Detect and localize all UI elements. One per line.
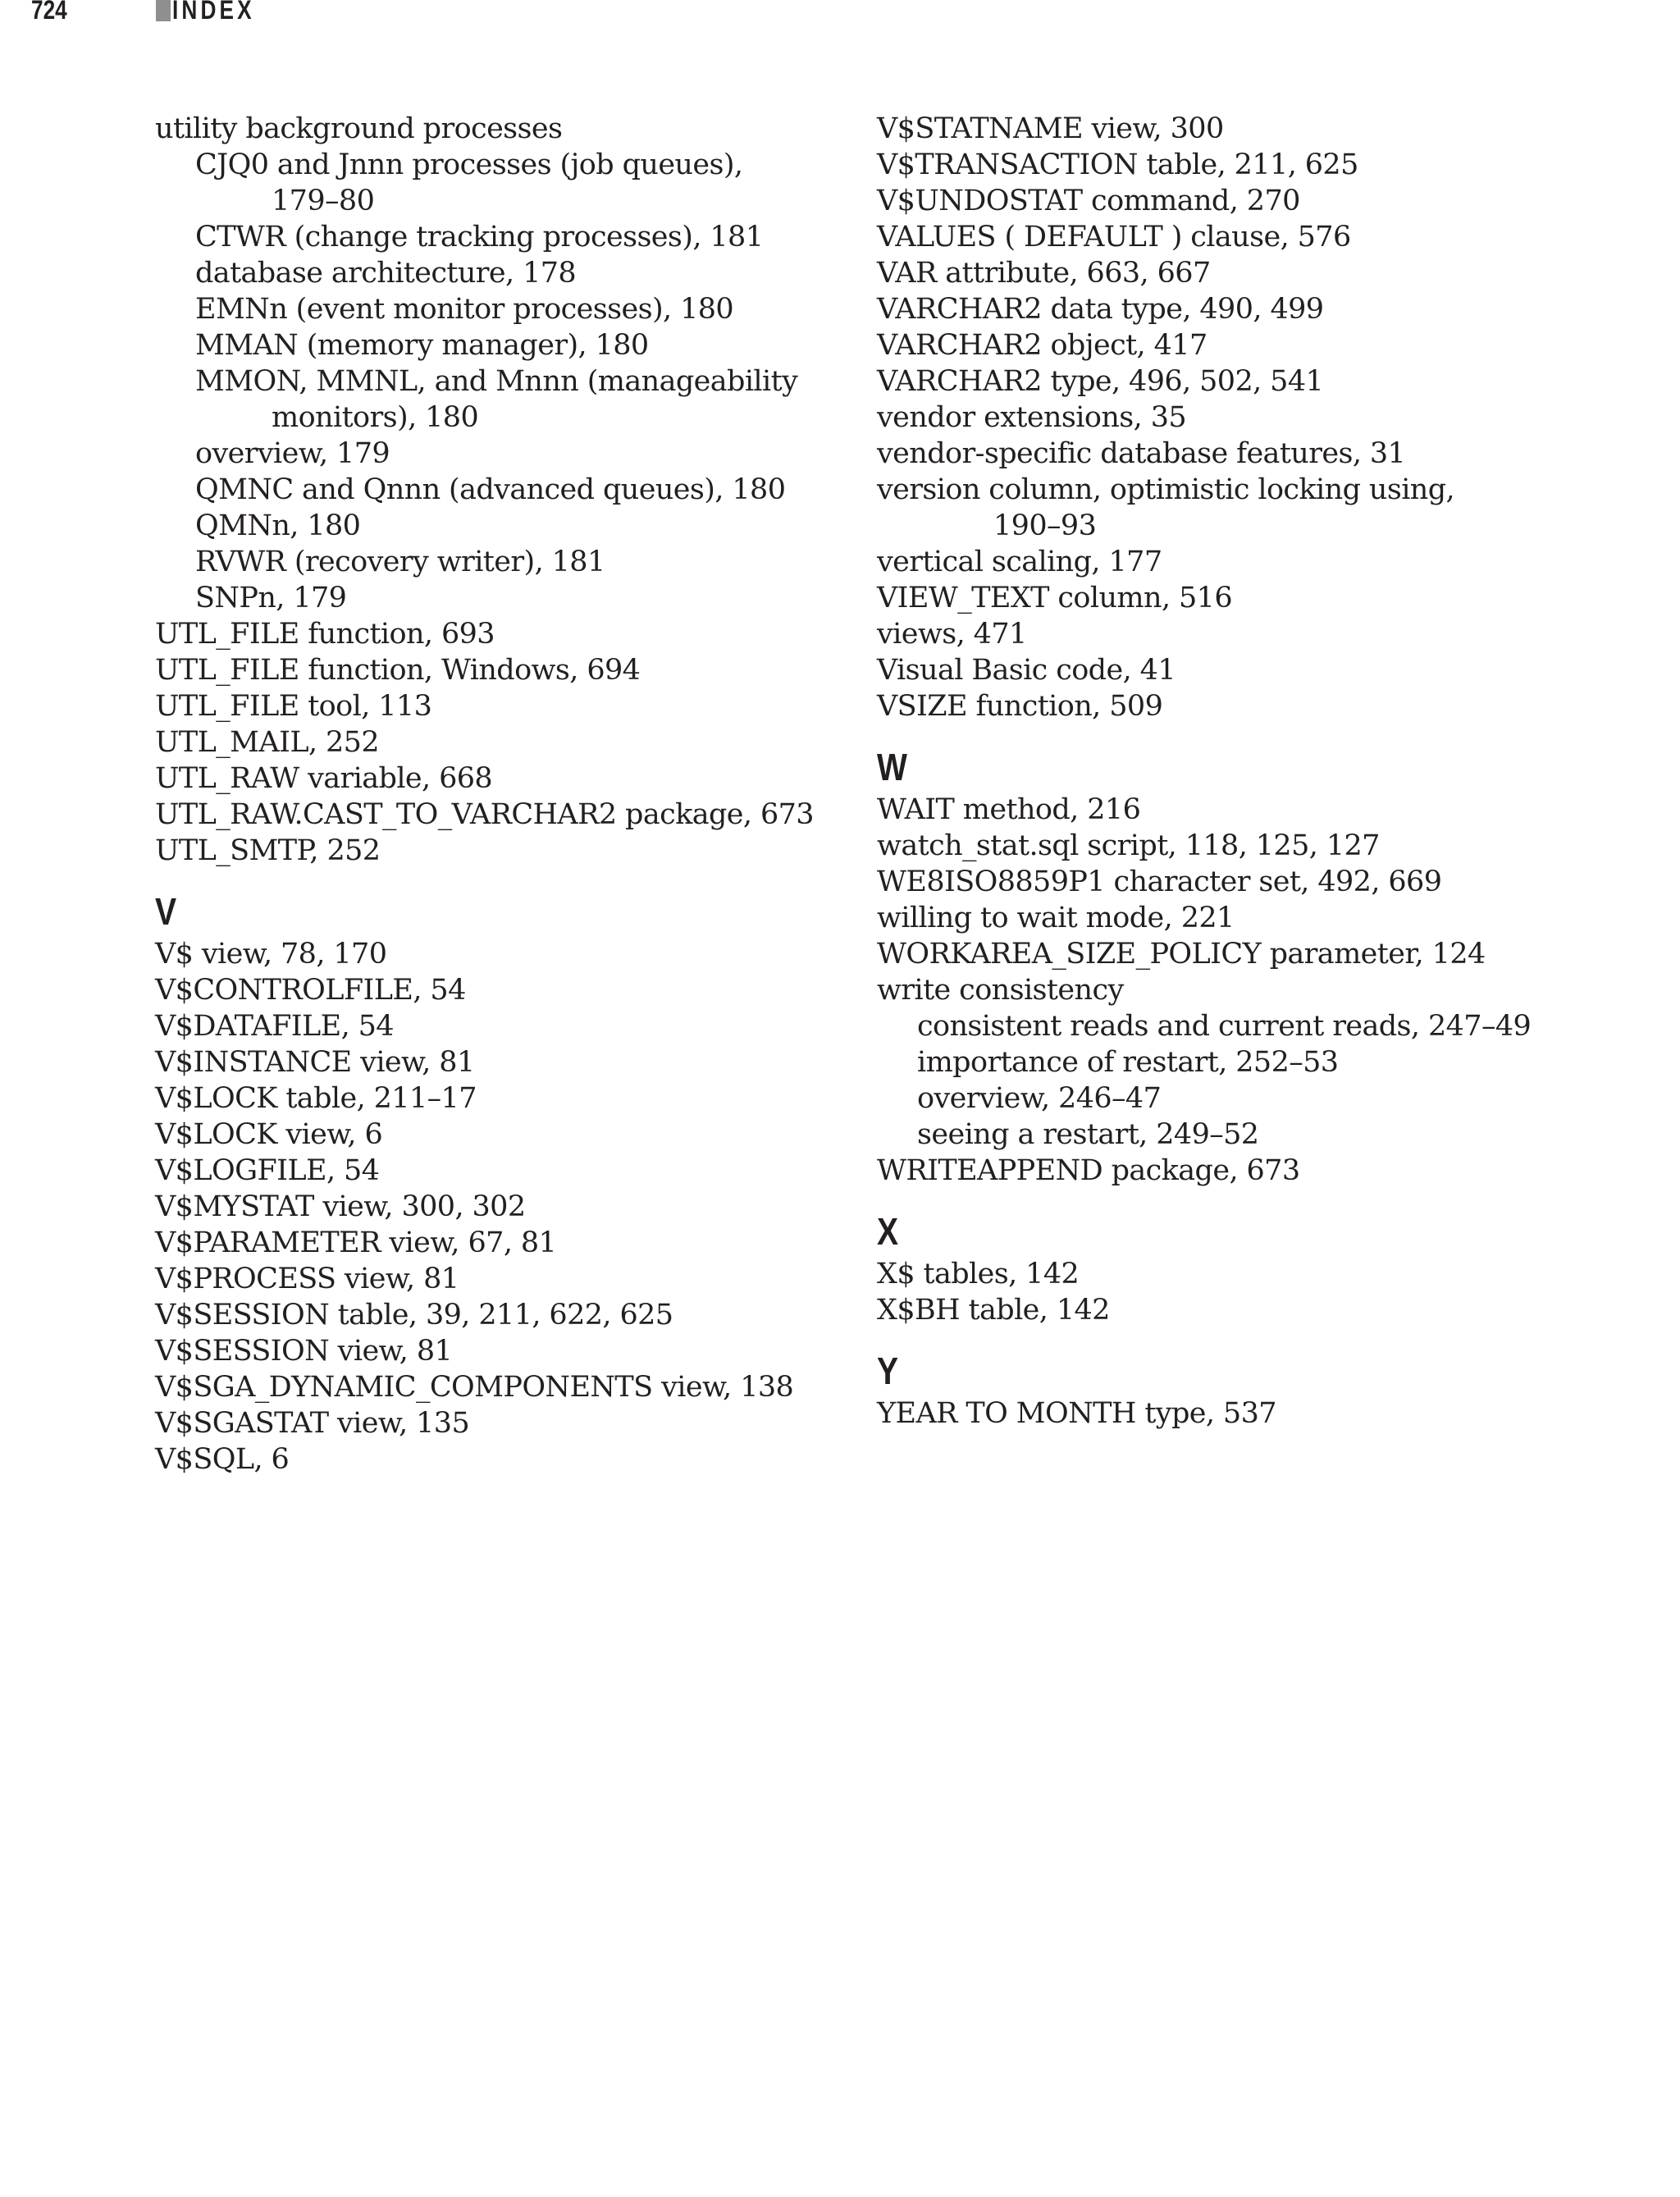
index-entry: V$MYSTAT view, 300, 302 [155,1190,526,1223]
index-entry: V$INSTANCE view, 81 [155,1046,475,1079]
running-header [0,0,1680,33]
index-subentry: monitors), 180 [272,401,479,434]
index-entry: V$ view, 78, 170 [155,938,387,971]
index-entry: VALUES ( DEFAULT ) clause, 576 [877,221,1351,254]
index-entry: vendor extensions, 35 [877,401,1187,434]
index-entry: WE8ISO8859P1 character set, 492, 669 [877,866,1442,898]
index-entry: UTL_RAW.CAST_TO_VARCHAR2 package, 673 [155,798,814,831]
index-entry: VAR attribute, 663, 667 [877,257,1211,290]
index-entry: UTL_FILE tool, 113 [155,690,432,723]
index-group-v [155,936,852,1478]
index-entry: watch_stat.sql script, 118, 125, 127 [877,829,1380,862]
index-entry: V$SQL, 6 [155,1443,290,1476]
index-group-x [877,1256,1664,1328]
index-subentry: QMNC and Qnnn (advanced queues), 180 [195,473,786,506]
index-entry: V$UNDOSTAT command, 270 [877,185,1300,217]
index-entry: vendor-specific database features, 31 [877,437,1406,470]
index-entry: UTL_RAW variable, 668 [155,762,493,795]
index-letter-heading-v: V [155,890,176,933]
index-subentry: MMON, MMNL, and Mnnn (manageability [195,365,798,398]
index-entry: V$PROCESS view, 81 [155,1263,459,1295]
index-subentry: 179–80 [272,185,375,217]
index-entry: WORKAREA_SIZE_POLICY parameter, 124 [877,938,1486,971]
index-entry: VARCHAR2 data type, 490, 499 [877,293,1324,326]
index-entry: V$SESSION table, 39, 211, 622, 625 [155,1299,673,1331]
index-subentry: 190–93 [993,509,1097,542]
index-subentry: SNPn, 179 [195,582,347,614]
index-entry: write consistency [877,974,1124,1007]
index-entry: version column, optimistic locking using, [877,473,1455,506]
index-entry: V$TRANSACTION table, 211, 625 [877,148,1358,181]
index-entry: UTL_MAIL, 252 [155,726,380,759]
index-entry: X$BH table, 142 [877,1294,1110,1327]
index-entry: YEAR TO MONTH type, 537 [877,1397,1276,1430]
index-entry: VARCHAR2 type, 496, 502, 541 [877,365,1324,398]
index-entry: VIEW_TEXT column, 516 [877,582,1233,614]
index-entry: V$STATNAME view, 300 [877,112,1224,145]
index-entry: V$LOCK table, 211–17 [155,1082,477,1115]
index-entry: V$SGA_DYNAMIC_COMPONENTS view, 138 [155,1371,794,1404]
running-head-title: INDEX [172,0,255,25]
index-entry: WRITEAPPEND package, 673 [877,1154,1300,1187]
index-entry: VARCHAR2 object, 417 [877,329,1208,362]
index-entry: V$SESSION view, 81 [155,1335,453,1368]
index-subentry: CJQ0 and Jnnn processes (job queues), [195,148,743,181]
index-subentry: overview, 246–47 [917,1082,1162,1115]
index-entry: VSIZE function, 509 [877,690,1163,723]
index-entry: Visual Basic code, 41 [877,654,1176,687]
index-entry: V$DATAFILE, 54 [155,1010,394,1043]
index-column-right [877,111,1664,1432]
index-subentry: overview, 179 [195,437,390,470]
index-entry: V$CONTROLFILE, 54 [155,974,466,1007]
index-entry: views, 471 [877,618,1027,651]
index-subentry: seeing a restart, 249–52 [917,1118,1259,1151]
index-column-left [155,111,852,1478]
index-group-y [877,1395,1664,1432]
index-entry: V$PARAMETER view, 67, 81 [155,1226,557,1259]
index-subentry: importance of restart, 252–53 [917,1046,1339,1079]
page-number: 724 [31,0,67,25]
index-subentry: EMNn (event monitor processes), 180 [195,293,734,326]
index-group-u-continued [155,111,852,869]
index-entry: V$LOCK view, 6 [155,1118,383,1151]
index-entry: UTL_FILE function, 693 [155,618,495,651]
index-subentry: MMAN (memory manager), 180 [195,329,649,362]
index-entry: vertical scaling, 177 [877,546,1162,578]
index-subentry: consistent reads and current reads, 247–49 [917,1010,1532,1043]
index-entry: X$ tables, 142 [877,1258,1080,1290]
index-subentry: CTWR (change tracking processes), 181 [195,221,764,254]
index-group-w [877,792,1664,1189]
index-entry: UTL_FILE function, Windows, 694 [155,654,641,687]
index-letter-heading-w: W [877,746,907,788]
index-subentry: RVWR (recovery writer), 181 [195,546,605,578]
index-entry: UTL_SMTP, 252 [155,834,381,867]
index-letter-heading-x: X [877,1210,898,1253]
header-marker-block [156,0,171,21]
index-entry: WAIT method, 216 [877,793,1141,826]
index-subentry: database architecture, 178 [195,257,577,290]
index-subentry: QMNn, 180 [195,509,361,542]
index-entry: V$LOGFILE, 54 [155,1154,380,1187]
index-group-v-continued [877,111,1664,724]
index-entry: V$SGASTAT view, 135 [155,1407,470,1440]
index-letter-heading-y: Y [877,1350,898,1392]
index-entry: utility background processes [155,112,563,145]
index-entry: willing to wait mode, 221 [877,902,1235,934]
